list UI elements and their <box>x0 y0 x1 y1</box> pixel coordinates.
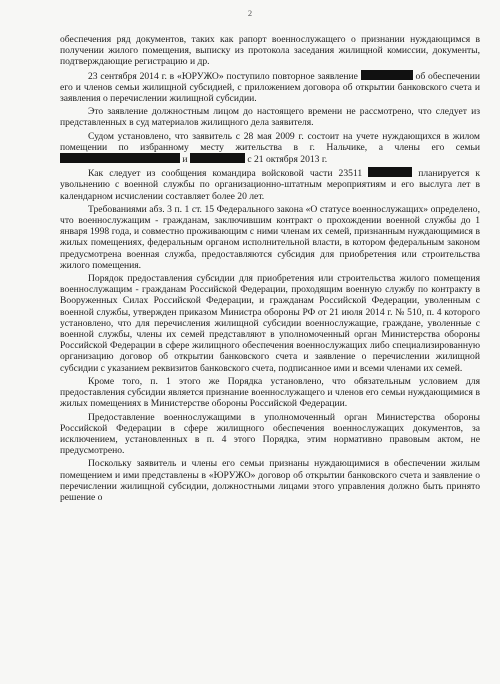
paragraph-p6 <box>60 273 480 374</box>
paragraph-text: Порядок предоставления субсидии для приобретения или строительства жилого помещения военнослужащим - гражданам Российской Федерации, проходящим военную службу по контракту в Вооруженных Силах Российской Федерации, и гражданам Российской Федерации, уволенным с военной службы, утвержден приказом Министра обороны РФ от 21 июля 2014 г. № 510, п. 4 которого установлено, что для перечисления жилищной субсидии военнослужащие, граждане, уволенные с военной службы, члены их семей представляют в уполномоченный орган Министерства обороны Российской Федерации в сфере жилищного обеспечения военнослужащих либо специализированную организацию договор об открытии банковского счета и заявление о перечислении жилищной субсидии с указанием реквизитов банковского счета, подписанное ими и всеми членами их семей. <box>60 273 480 374</box>
paragraph-text: Это заявление должностным лицом до настоящего времени не рассмотрено, что следует из представленных в суд материалов жилищного дела заявителя. <box>60 106 480 129</box>
paragraph-p3 <box>60 131 480 166</box>
paragraph-text: Кроме того, п. 1 этого же Порядка установлено, что обязательным условием для предоставления субсидии является признание военнослужащего и членов его семьи нуждающимися в жилых помещениях в Министерстве обороны Российской Федерации. <box>60 375 480 410</box>
document-body <box>60 34 480 505</box>
paragraph-text: Судом установлено, что заявитель с 28 мая 2009 г. состоит на учете нуждающихся в жилом помещении по избранному месту жительства в г. Нальчике, а члены его семьи <box>60 130 480 153</box>
redaction-block <box>361 70 413 80</box>
paragraph-p2 <box>60 106 480 128</box>
paragraph-p4 <box>60 167 480 202</box>
paragraph-text: Требованиями абз. 3 п. 1 ст. 15 Федерального закона «О статусе военнослужащих» определено, что военнослужащим - гражданам, заключившим контракт о прохождении военной службы до 1 января 1998 года, и совместно проживающим с ними членам их семей, признанным нуждающимися в жилых помещениях, федеральным органом исполнительной власти, в котором федеральным законом предусмотрена военная служба, предоставляются субсидия для приобретения или строительства жилого помещения. <box>60 203 480 271</box>
page-number: 2 <box>247 8 253 18</box>
paragraph-p1 <box>60 70 480 105</box>
paragraph-p0 <box>60 34 480 68</box>
paragraph-text: обеспечения ряд документов, таких как рапорт военнослужащего о признании нуждающимся в получении жилого помещения, выписку из протокола заседания жилищной комиссии, документы, подтверждающие регистрацию и др. <box>60 34 480 68</box>
redaction-block <box>368 167 412 177</box>
paragraph-p9 <box>60 458 480 503</box>
paragraph-text: Поскольку заявитель и члены его семьи признаны нуждающимися в обеспечении жилым помещением и ими представлены в «ЮРУЖО» договор об открытии банковского счета и заявление о перечислении жилищной субсидии, должностными лицами этого управления должно быть принято решение о <box>60 458 480 503</box>
paragraph-p5 <box>60 204 480 271</box>
redaction-block <box>190 153 245 163</box>
paragraph-text: Как следует из сообщения командира войсковой части 23511 <box>88 168 369 180</box>
paragraph-text: об обеспечении его и членов семьи жилищной субсидией, с приложением договора об открытии банковского счета и заявления о перечислении жилищной субсидии. <box>60 70 480 105</box>
paragraph-text: Предоставление военнослужащими в уполномоченный орган Министерства обороны Российской Федерации в сфере жилищного обеспечения военнослужащих документов, за исключением, установленных в п. 4 этого Порядка, этим нормативно правовым актом, не предусмотрено. <box>60 411 480 457</box>
paragraph-text: и <box>180 154 190 166</box>
paragraph-text: планируется к увольнению с военной службы по организационно-штатным мероприятиям и его выслуга лет в календарном исчислении составляет более 20 лет. <box>60 168 480 202</box>
paragraph-p8 <box>60 412 480 457</box>
paragraph-p7 <box>60 376 480 410</box>
paragraph-text: 23 сентября 2014 г. в «ЮРУЖО» поступило повторное заявление <box>88 70 361 82</box>
paragraph-text: с 21 октября 2013 г. <box>244 154 328 166</box>
redaction-block <box>60 153 180 163</box>
